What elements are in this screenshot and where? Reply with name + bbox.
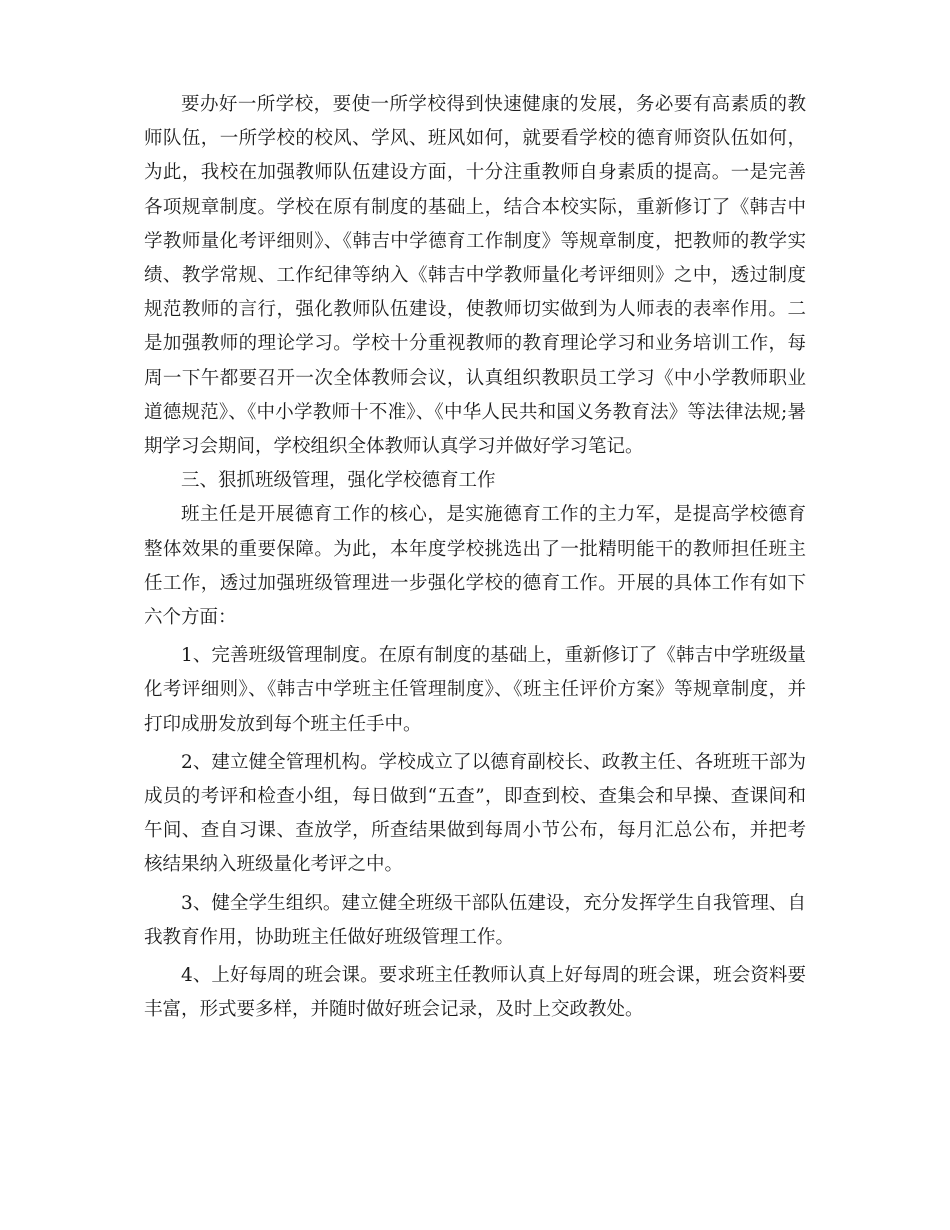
section-heading-class-management: 三、狠抓班级管理，强化学校德育工作 [181,470,496,492]
paragraph-item-3: 3、健全学生组织。建立健全班级干部队伍建设，充分发挥学生自我管理、自我教育作用，协助班主任做好班级管理工作。 [144,892,806,948]
paragraph-teacher-team: 要办好一所学校，要使一所学校得到快速健康的发展，务必要有高素质的教师队伍，一所学校的校风、学风、班风如何，就要看学校的德育师资队伍如何，为此，我校在加强教师队伍建设方面，十分注重教师自身素质的提高。一是完善各项规章制度。学校在原有制度的基础上，结合本校实际，重新修订了《韩吉中学教师量化考评细则》、《韩吉中学德育工作制度》等规章制度，把教师的教学实绩、教学常规、工作纪律等纳入《韩吉中学教师量化考评细则》之中，透过制度规范教师的言行，强化教师队伍建设，使教师切实做到为人师表的表率作用。二是加强教师的理论学习。学校十分重视教师的教育理论学习和业务培训工作，每周一下午都要召开一次全体教师会议，认真组织教职员工学习《中小学教师职业道德规范》、《中小学教师十不准》、《中华人民共和国义务教育法》等法律法规;暑期学习会期间，学校组织全体教师认真学习并做好学习笔记。 [144,94,806,458]
paragraph-item-2: 2、建立健全管理机构。学校成立了以德育副校长、政教主任、各班班干部为成员的考评和检查小组，每日做到“五查”，即查到校、查集会和早操、查课间和午间、查自习课、查放学，所查结果做到每周小节公布，每月汇总公布，并把考核结果纳入班级量化考评之中。 [144,751,806,876]
paragraph-head-teacher-intro: 班主任是开展德育工作的核心，是实施德育工作的主力军，是提高学校德育整体效果的重要保障。为此，本年度学校挑选出了一批精明能干的教师担任班主任工作，透过加强班级管理进一步强化学校的德育工作。开展的具体工作有如下六个方面： [144,504,806,629]
document-body [144,88,806,1027]
paragraph-item-1: 1、完善班级管理制度。在原有制度的基础上，重新修订了《韩吉中学班级量化考评细则》、《韩吉中学班主任管理制度》、《班主任评价方案》等规章制度，并打印成册发放到每个班主任手中。 [144,645,806,735]
paragraph-item-4: 4、上好每周的班会课。要求班主任教师认真上好每周的班会课，班会资料要丰富，形式要多样，并随时做好班会记录，及时上交政教处。 [144,965,806,1021]
